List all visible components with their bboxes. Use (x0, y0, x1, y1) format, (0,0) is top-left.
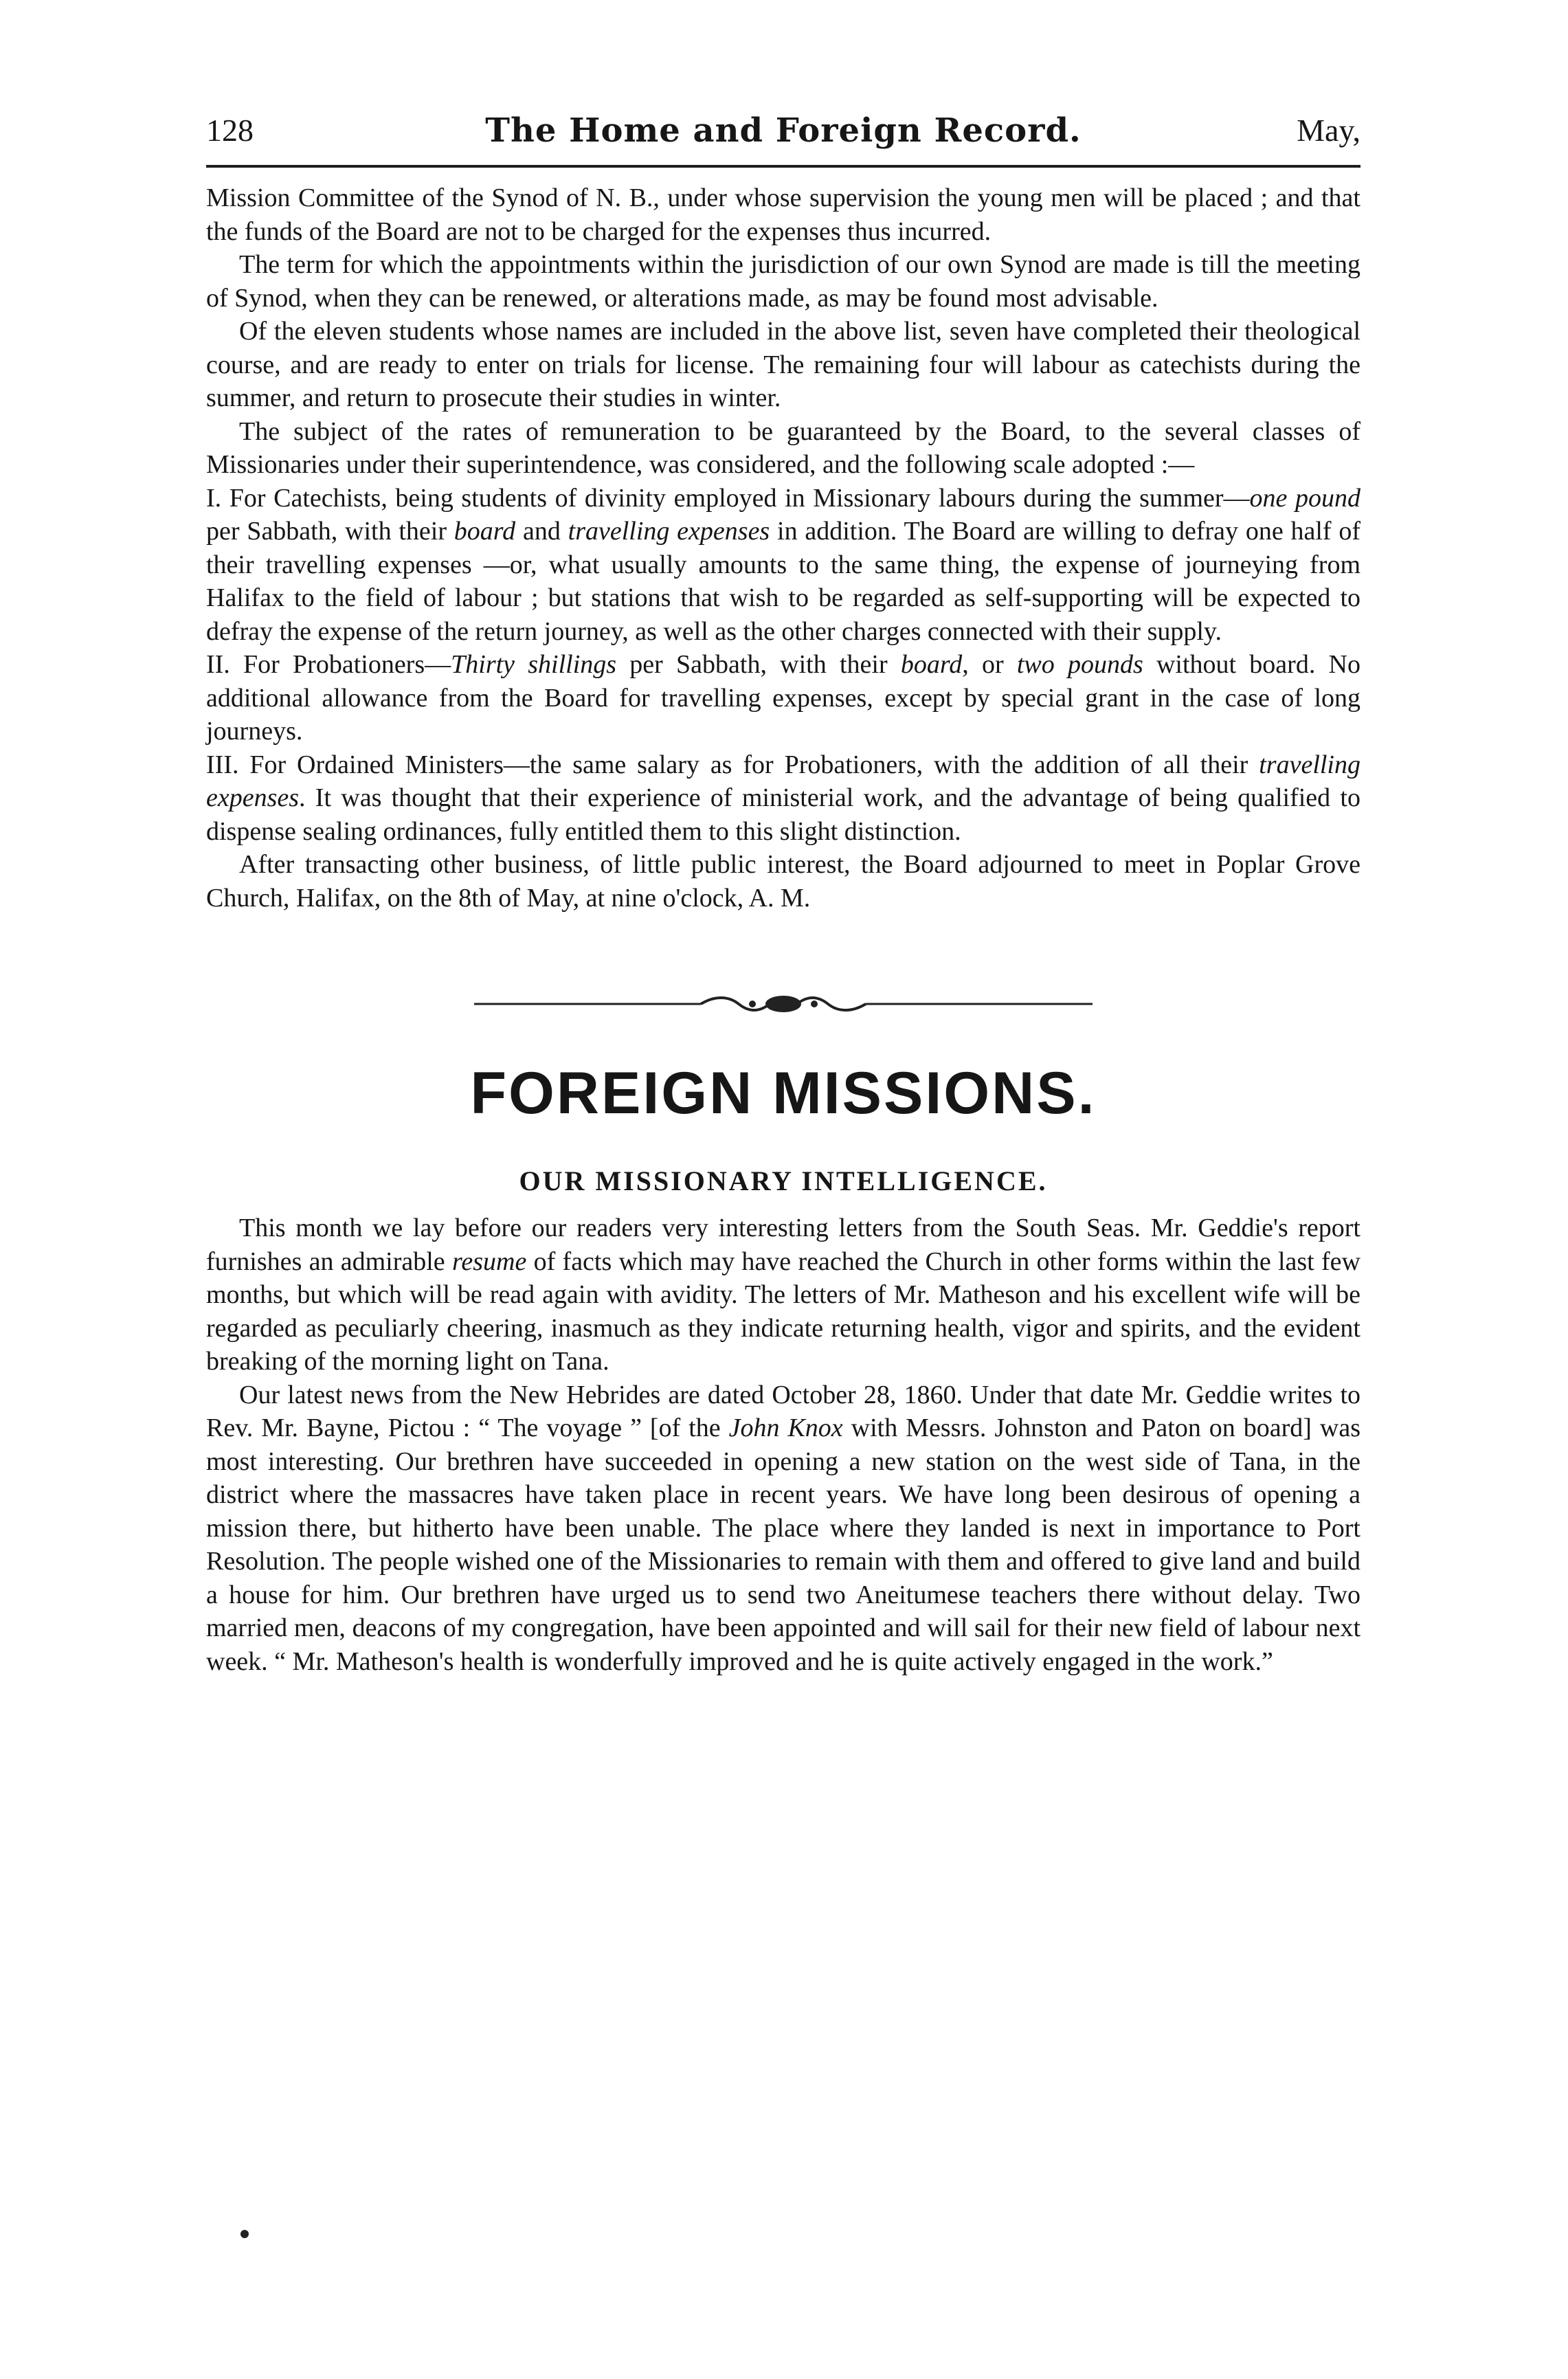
scale-text: per Sabbath, with their (206, 517, 454, 546)
paragraph-committee: Mission Committee of the Synod of N. B., under whose supervision the young men will be placed ; and that the funds of the Board are not to be charged for the expenses thus incurred. (206, 183, 1360, 246)
scale-text: in addition. The Board are willing to defray one half of their travelling expenses —or, what usually amounts to the same thing, the expense of journeying from Halifax to the field of labour ; but stations that wish to be regarded as self-supporting will be expected to defray the expense of the return journey, as well as the other charges connected with their supply. (206, 517, 1361, 646)
paragraph-term: The term for which the appointments within the jurisdiction of our own Synod are made is till the meeting of Synod, when they can be renewed, or alterations made, as may be found most advisable. (206, 250, 1360, 313)
page-number: 128 (206, 113, 254, 148)
paragraph-text: This month we lay before our readers very interesting letters from the South Seas. Mr. Geddie's report furnishes an admirable (206, 1214, 1360, 1276)
scale-emphasis: Thirty shillings (451, 650, 617, 679)
running-head-month: May, (1297, 113, 1360, 148)
paragraph-emphasis: John Knox (728, 1414, 843, 1442)
page (206, 103, 1360, 2302)
paragraph-text: of facts which may have reached the Church in other forms within the last few months, but which will be read again with avidity. The letters of Mr. Matheson and his excellent wife will be regarded as peculiarly cheering, inasmuch as they indicate returning health, vigor and spirits, and the evident breaking of the morning light on Tana. (206, 1247, 1360, 1376)
scale-emphasis: travelling expenses (206, 750, 1360, 812)
scale-text: , or (962, 650, 1017, 679)
paragraph-text: with Messrs. Johnston and Paton on board] was most interesting. Our brethren have succeeded in opening a new station on the west side of Tana, in the district where the massacres have taken place in recent years. We have long been desirous of opening a mission there, but hitherto have been unable. The place where they landed is next in importance to Port Resolution. The people wished one of the Missionaries to remain with them and offered to give land and build a house for him. Our brethren have urged us to send two Aneitumese teachers there without delay. Two married men, deacons of my congregation, have been appointed and will sail for their new field of labour next week. “ Mr. Matheson's health is wonderfully improved and he is quite actively engaged in the work.” (206, 1414, 1361, 1676)
section-title: FOREIGN MISSIONS. (470, 1060, 1097, 1126)
header-rule (206, 165, 1360, 168)
scale-emphasis: board (900, 650, 963, 679)
scale-text: . It was thought that their experience of ministerial work, and the advantage of being qualified to dispense sealing ordinances, fully entitled them to this slight distinction. (206, 783, 1360, 846)
scale-item-catechists (206, 482, 1360, 649)
scale-emphasis: two pounds (1016, 650, 1143, 679)
scale-text: II. For Probationers— (206, 650, 451, 679)
ink-dot (240, 2230, 249, 2238)
scale-text: per Sabbath, with their (616, 650, 901, 679)
scale-item-ministers (206, 748, 1360, 849)
scale-emphasis: board (453, 517, 516, 546)
ornament-divider (474, 990, 1093, 1018)
scale-emphasis: one pound (1249, 483, 1360, 513)
scale-item-probationers (206, 648, 1360, 748)
paragraph-text: Our latest news from the New Hebrides are dated October 28, 1860. Under that date Mr. Geddie writes to Rev. Mr. Bayne, Pictou : “ The voyage ” [of the (206, 1380, 1360, 1442)
paragraph-remuneration: The subject of the rates of remuneration to be guaranteed by the Board, to the several classes of Missionaries under their superintendence, was considered, and the following scale adopted :— (206, 416, 1360, 479)
scale-text: and (515, 517, 568, 546)
paragraph-adjournment: After transacting other business, of little public interest, the Board adjourned to meet in Poplar Grove Church, Halifax, on the 8th of May, at nine o'clock, A. M. (206, 850, 1360, 913)
running-head (206, 103, 1360, 158)
scale-text: III. For Ordained Ministers—the same salary as for Probationers, with the addition of all their (206, 750, 1259, 779)
journal-title: The Home and Foreign Record. (485, 111, 1082, 150)
section-subtitle: OUR MISSIONARY INTELLIGENCE. (519, 1165, 1048, 1196)
paragraph-new-hebrides (206, 1378, 1360, 1679)
paragraph-students: Of the eleven students whose names are included in the above list, seven have completed their theological course, and are ready to enter on trials for license. The remaining four will labour as catechists during the summer, and return to prosecute their studies in winter. (206, 317, 1360, 412)
scale-text: without board. No additional allowance from the Board for travelling expenses, except by special grant in the case of long journeys. (206, 650, 1360, 746)
paragraph-south-seas (206, 1211, 1360, 1378)
scale-text: I. For Catechists, being students of divinity employed in Missionary labours during the summer— (206, 483, 1250, 513)
paragraph-emphasis: resume (451, 1247, 527, 1276)
scale-emphasis: travelling expenses (568, 517, 770, 546)
